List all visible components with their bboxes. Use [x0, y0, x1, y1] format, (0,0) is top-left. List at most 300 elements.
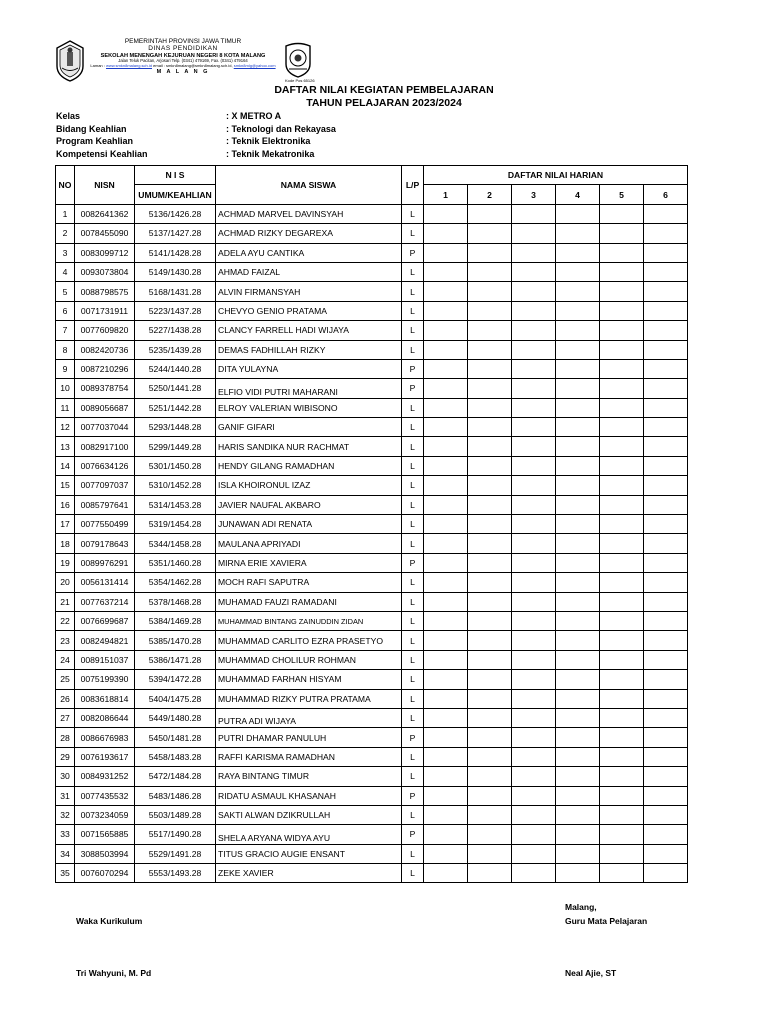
grade-cell-4[interactable] — [556, 573, 600, 592]
grade-cell-4[interactable] — [556, 864, 600, 883]
grade-cell-4[interactable] — [556, 204, 600, 223]
grade-cell-4[interactable] — [556, 340, 600, 359]
grade-cell-4[interactable] — [556, 243, 600, 262]
row-no: 30 — [56, 767, 75, 786]
grade-cell-5[interactable] — [600, 728, 644, 747]
grade-cell-4[interactable] — [556, 728, 600, 747]
row-gender: L — [402, 864, 424, 883]
table-row — [56, 670, 688, 689]
table-row — [56, 708, 688, 727]
grade-cell-6[interactable] — [644, 321, 688, 340]
grade-cell-2[interactable] — [468, 786, 512, 805]
grade-cell-2[interactable] — [468, 747, 512, 766]
row-nisn: 0071565885 — [75, 825, 135, 844]
grade-cell-4[interactable] — [556, 301, 600, 320]
grade-cell-4[interactable] — [556, 650, 600, 669]
grade-cell-1[interactable] — [424, 398, 468, 417]
header-lp: L/P — [402, 166, 424, 205]
row-student-name: RAYA BINTANG TIMUR — [216, 767, 402, 786]
grade-cell-5[interactable] — [600, 476, 644, 495]
grade-cell-6[interactable] — [644, 592, 688, 611]
grade-cell-2[interactable] — [468, 379, 512, 398]
info-value: : Teknologi dan Rekayasa — [226, 123, 336, 134]
grade-cell-6[interactable] — [644, 631, 688, 650]
row-nis: 5293/1448.28 — [135, 418, 216, 437]
row-nisn: 0082420736 — [75, 340, 135, 359]
grade-cell-1[interactable] — [424, 786, 468, 805]
grade-cell-3[interactable] — [512, 844, 556, 863]
grade-cell-6[interactable] — [644, 224, 688, 243]
grade-cell-3[interactable] — [512, 670, 556, 689]
grade-cell-2[interactable] — [468, 243, 512, 262]
grade-cell-2[interactable] — [468, 515, 512, 534]
grade-cell-5[interactable] — [600, 611, 644, 630]
row-student-name: PUTRA ADI WIJAYA — [216, 708, 402, 727]
grade-cell-4[interactable] — [556, 456, 600, 475]
grade-cell-6[interactable] — [644, 204, 688, 223]
row-nisn: 0085797641 — [75, 495, 135, 514]
row-nisn: 0077609820 — [75, 321, 135, 340]
header-daily-1: 1 — [424, 185, 468, 204]
row-no: 12 — [56, 418, 75, 437]
grade-cell-4[interactable] — [556, 321, 600, 340]
grade-cell-3[interactable] — [512, 728, 556, 747]
document-subtitle: TAHUN PELAJARAN 2023/2024 — [306, 97, 462, 109]
grade-cell-6[interactable] — [644, 708, 688, 727]
grade-cell-2[interactable] — [468, 224, 512, 243]
grade-cell-6[interactable] — [644, 670, 688, 689]
grade-cell-1[interactable] — [424, 825, 468, 844]
table-row — [56, 398, 688, 417]
grade-cell-6[interactable] — [644, 728, 688, 747]
table-row — [56, 418, 688, 437]
grade-cell-2[interactable] — [468, 301, 512, 320]
grade-cell-2[interactable] — [468, 670, 512, 689]
grade-cell-2[interactable] — [468, 359, 512, 378]
grade-cell-5[interactable] — [600, 534, 644, 553]
grade-cell-6[interactable] — [644, 340, 688, 359]
grade-cell-4[interactable] — [556, 282, 600, 301]
grade-cell-1[interactable] — [424, 631, 468, 650]
grade-cell-6[interactable] — [644, 282, 688, 301]
grade-cell-4[interactable] — [556, 844, 600, 863]
header-name: NAMA SISWA — [216, 166, 402, 205]
row-nis: 5386/1471.28 — [135, 650, 216, 669]
row-nis: 5529/1491.28 — [135, 844, 216, 863]
grade-cell-6[interactable] — [644, 553, 688, 572]
letterhead-government: PEMERINTAH PROVINSI JAWA TIMUR — [124, 38, 242, 45]
grade-cell-5[interactable] — [600, 379, 644, 398]
grade-cell-1[interactable] — [424, 534, 468, 553]
grade-cell-1[interactable] — [424, 650, 468, 669]
grade-cell-6[interactable] — [644, 418, 688, 437]
grade-cell-5[interactable] — [600, 262, 644, 281]
grade-cell-4[interactable] — [556, 534, 600, 553]
table-row — [56, 650, 688, 669]
grade-cell-1[interactable] — [424, 805, 468, 824]
row-gender: L — [402, 495, 424, 514]
grade-cell-3[interactable] — [512, 321, 556, 340]
row-no: 33 — [56, 825, 75, 844]
row-student-name: ACHMAD RIZKY DEGAREXA — [216, 224, 402, 243]
grade-cell-2[interactable] — [468, 553, 512, 572]
grade-cell-3[interactable] — [512, 767, 556, 786]
letterhead — [88, 38, 278, 75]
grade-cell-2[interactable] — [468, 573, 512, 592]
grade-cell-6[interactable] — [644, 243, 688, 262]
grade-cell-5[interactable] — [600, 204, 644, 223]
row-gender: P — [402, 786, 424, 805]
grade-cell-4[interactable] — [556, 611, 600, 630]
header-daily-5: 5 — [600, 185, 644, 204]
website-link[interactable]: www.smkn8malang.sch.id — [105, 63, 153, 69]
info-label: Kompetensi Keahlian — [56, 148, 148, 159]
grade-cell-5[interactable] — [600, 708, 644, 727]
grade-cell-4[interactable] — [556, 224, 600, 243]
grade-cell-5[interactable] — [600, 321, 644, 340]
grade-cell-4[interactable] — [556, 553, 600, 572]
grade-cell-4[interactable] — [556, 670, 600, 689]
grade-cell-1[interactable] — [424, 553, 468, 572]
grade-cell-3[interactable] — [512, 864, 556, 883]
row-student-name: CLANCY FARRELL HADI WIJAYA — [216, 321, 402, 340]
grade-cell-3[interactable] — [512, 825, 556, 844]
grade-cell-5[interactable] — [600, 767, 644, 786]
grade-cell-2[interactable] — [468, 418, 512, 437]
grade-cell-6[interactable] — [644, 825, 688, 844]
web-label: Laman : — [90, 63, 105, 69]
row-no: 31 — [56, 786, 75, 805]
grade-cell-5[interactable] — [600, 515, 644, 534]
row-nisn: 0071731911 — [75, 301, 135, 320]
signature-right-name: Neal Ajie, ST — [565, 968, 617, 978]
grade-cell-1[interactable] — [424, 301, 468, 320]
grade-cell-1[interactable] — [424, 379, 468, 398]
grade-cell-2[interactable] — [468, 728, 512, 747]
province-emblem-icon — [55, 40, 85, 82]
grade-cell-1[interactable] — [424, 456, 468, 475]
grade-cell-6[interactable] — [644, 767, 688, 786]
grade-cell-3[interactable] — [512, 534, 556, 553]
grade-cell-2[interactable] — [468, 495, 512, 514]
grade-cell-2[interactable] — [468, 650, 512, 669]
grade-cell-3[interactable] — [512, 340, 556, 359]
grade-cell-3[interactable] — [512, 631, 556, 650]
row-gender: P — [402, 553, 424, 572]
row-no: 27 — [56, 708, 75, 727]
grade-cell-1[interactable] — [424, 495, 468, 514]
row-nis: 5310/1452.28 — [135, 476, 216, 495]
grade-cell-1[interactable] — [424, 515, 468, 534]
grade-cell-4[interactable] — [556, 437, 600, 456]
grade-cell-6[interactable] — [644, 456, 688, 475]
grade-cell-5[interactable] — [600, 340, 644, 359]
grade-cell-1[interactable] — [424, 611, 468, 630]
row-gender: L — [402, 515, 424, 534]
grade-cell-5[interactable] — [600, 786, 644, 805]
grade-cell-1[interactable] — [424, 321, 468, 340]
row-student-name: ZEKE XAVIER — [216, 864, 402, 883]
row-gender: L — [402, 301, 424, 320]
grade-cell-1[interactable] — [424, 728, 468, 747]
grade-cell-3[interactable] — [512, 515, 556, 534]
grade-cell-3[interactable] — [512, 398, 556, 417]
grade-cell-5[interactable] — [600, 282, 644, 301]
grade-cell-2[interactable] — [468, 476, 512, 495]
grade-cell-4[interactable] — [556, 398, 600, 417]
grade-cell-1[interactable] — [424, 359, 468, 378]
grade-cell-3[interactable] — [512, 301, 556, 320]
grade-cell-4[interactable] — [556, 786, 600, 805]
grade-cell-6[interactable] — [644, 864, 688, 883]
row-gender: L — [402, 437, 424, 456]
grade-cell-6[interactable] — [644, 301, 688, 320]
grade-cell-4[interactable] — [556, 262, 600, 281]
grade-cell-6[interactable] — [644, 747, 688, 766]
grade-cell-6[interactable] — [644, 379, 688, 398]
grade-cell-2[interactable] — [468, 456, 512, 475]
grade-cell-3[interactable] — [512, 282, 556, 301]
row-nisn: 0077097037 — [75, 476, 135, 495]
grade-cell-4[interactable] — [556, 359, 600, 378]
grade-cell-5[interactable] — [600, 301, 644, 320]
grade-cell-1[interactable] — [424, 708, 468, 727]
grade-cell-2[interactable] — [468, 437, 512, 456]
grade-cell-3[interactable] — [512, 689, 556, 708]
grade-cell-3[interactable] — [512, 650, 556, 669]
grade-cell-5[interactable] — [600, 573, 644, 592]
row-nisn: 0082917100 — [75, 437, 135, 456]
grade-cell-5[interactable] — [600, 359, 644, 378]
grade-cell-5[interactable] — [600, 553, 644, 572]
row-gender: L — [402, 456, 424, 475]
grade-cell-3[interactable] — [512, 592, 556, 611]
grade-cell-5[interactable] — [600, 864, 644, 883]
grade-cell-6[interactable] — [644, 573, 688, 592]
grade-cell-3[interactable] — [512, 437, 556, 456]
grade-cell-5[interactable] — [600, 437, 644, 456]
grade-cell-5[interactable] — [600, 224, 644, 243]
row-gender: L — [402, 573, 424, 592]
grade-cell-4[interactable] — [556, 767, 600, 786]
grade-cell-4[interactable] — [556, 515, 600, 534]
row-nis: 5378/1468.28 — [135, 592, 216, 611]
row-gender: L — [402, 631, 424, 650]
grade-cell-2[interactable] — [468, 398, 512, 417]
grade-cell-3[interactable] — [512, 747, 556, 766]
grade-cell-4[interactable] — [556, 708, 600, 727]
table-row — [56, 534, 688, 553]
grade-cell-4[interactable] — [556, 379, 600, 398]
grade-cell-2[interactable] — [468, 708, 512, 727]
grade-cell-3[interactable] — [512, 262, 556, 281]
row-student-name: ALVIN FIRMANSYAH — [216, 282, 402, 301]
grade-cell-1[interactable] — [424, 437, 468, 456]
grade-cell-6[interactable] — [644, 786, 688, 805]
grade-cell-4[interactable] — [556, 592, 600, 611]
row-gender: P — [402, 825, 424, 844]
info-label: Kelas — [56, 111, 81, 121]
grade-cell-3[interactable] — [512, 456, 556, 475]
grade-cell-5[interactable] — [600, 592, 644, 611]
grade-cell-6[interactable] — [644, 437, 688, 456]
grade-cell-2[interactable] — [468, 844, 512, 863]
grade-cell-6[interactable] — [644, 844, 688, 863]
grade-cell-4[interactable] — [556, 418, 600, 437]
grade-cell-5[interactable] — [600, 495, 644, 514]
grade-cell-3[interactable] — [512, 573, 556, 592]
row-no: 5 — [56, 282, 75, 301]
grade-cell-1[interactable] — [424, 670, 468, 689]
row-no: 3 — [56, 243, 75, 262]
grade-cell-6[interactable] — [644, 262, 688, 281]
grade-cell-3[interactable] — [512, 204, 556, 223]
grade-cell-6[interactable] — [644, 534, 688, 553]
table-row — [56, 592, 688, 611]
grade-cell-5[interactable] — [600, 418, 644, 437]
grade-cell-2[interactable] — [468, 534, 512, 553]
row-nisn: 0089056687 — [75, 398, 135, 417]
table-row — [56, 476, 688, 495]
grade-cell-2[interactable] — [468, 689, 512, 708]
letterhead-school: SEKOLAH MENENGAH KEJURUAN NEGERI 8 KOTA MALANG — [100, 52, 266, 59]
grade-cell-2[interactable] — [468, 825, 512, 844]
grade-cell-3[interactable] — [512, 243, 556, 262]
grade-cell-6[interactable] — [644, 495, 688, 514]
table-row — [56, 805, 688, 824]
row-nis: 5394/1472.28 — [135, 670, 216, 689]
grade-cell-3[interactable] — [512, 786, 556, 805]
grade-cell-6[interactable] — [644, 689, 688, 708]
row-gender: L — [402, 592, 424, 611]
row-no: 17 — [56, 515, 75, 534]
letterhead-city: M A L A N G — [156, 68, 210, 75]
grade-cell-6[interactable] — [644, 359, 688, 378]
grade-cell-5[interactable] — [600, 243, 644, 262]
grade-cell-3[interactable] — [512, 418, 556, 437]
grade-cell-6[interactable] — [644, 805, 688, 824]
grade-cell-6[interactable] — [644, 476, 688, 495]
row-student-name: MUHAMMAD BINTANG ZAINUDDIN ZIDAN — [216, 611, 402, 630]
row-nis: 5227/1438.28 — [135, 321, 216, 340]
grade-cell-6[interactable] — [644, 515, 688, 534]
row-student-name: JAVIER NAUFAL AKBARO — [216, 495, 402, 514]
grade-cell-3[interactable] — [512, 495, 556, 514]
grade-cell-1[interactable] — [424, 418, 468, 437]
grade-cell-3[interactable] — [512, 379, 556, 398]
grade-cell-1[interactable] — [424, 243, 468, 262]
grade-cell-3[interactable] — [512, 553, 556, 572]
grade-cell-4[interactable] — [556, 689, 600, 708]
grade-cell-3[interactable] — [512, 359, 556, 378]
grade-cell-1[interactable] — [424, 282, 468, 301]
grade-cell-5[interactable] — [600, 689, 644, 708]
grade-cell-2[interactable] — [468, 262, 512, 281]
row-gender: L — [402, 262, 424, 281]
table-row — [56, 204, 688, 223]
grade-cell-4[interactable] — [556, 631, 600, 650]
table-row — [56, 611, 688, 630]
grade-cell-3[interactable] — [512, 224, 556, 243]
grade-cell-1[interactable] — [424, 476, 468, 495]
grade-cell-3[interactable] — [512, 476, 556, 495]
grade-cell-4[interactable] — [556, 747, 600, 766]
row-student-name: MUHAMMAD FARHAN HISYAM — [216, 670, 402, 689]
row-no: 8 — [56, 340, 75, 359]
grade-cell-5[interactable] — [600, 844, 644, 863]
grade-cell-5[interactable] — [600, 747, 644, 766]
grade-cell-5[interactable] — [600, 456, 644, 475]
row-nis: 5141/1428.28 — [135, 243, 216, 262]
row-nisn: 0077637214 — [75, 592, 135, 611]
grade-cell-1[interactable] — [424, 747, 468, 766]
grade-cell-6[interactable] — [644, 398, 688, 417]
row-nisn: 0076699687 — [75, 611, 135, 630]
row-gender: L — [402, 689, 424, 708]
row-nis: 5458/1483.28 — [135, 747, 216, 766]
grades-table-body — [56, 204, 688, 883]
row-gender: L — [402, 224, 424, 243]
grade-cell-2[interactable] — [468, 282, 512, 301]
grade-cell-1[interactable] — [424, 204, 468, 223]
grade-cell-6[interactable] — [644, 650, 688, 669]
grade-cell-5[interactable] — [600, 650, 644, 669]
grade-cell-1[interactable] — [424, 340, 468, 359]
email-link[interactable]: smkn8mlg@yahoo.com — [233, 63, 276, 69]
grade-cell-1[interactable] — [424, 592, 468, 611]
grade-cell-1[interactable] — [424, 844, 468, 863]
grade-cell-2[interactable] — [468, 204, 512, 223]
grade-cell-5[interactable] — [600, 398, 644, 417]
grade-cell-2[interactable] — [468, 631, 512, 650]
grade-cell-5[interactable] — [600, 670, 644, 689]
grade-cell-2[interactable] — [468, 805, 512, 824]
table-row — [56, 515, 688, 534]
grade-cell-5[interactable] — [600, 631, 644, 650]
grade-cell-4[interactable] — [556, 476, 600, 495]
grade-cell-1[interactable] — [424, 767, 468, 786]
row-no: 25 — [56, 670, 75, 689]
grade-cell-2[interactable] — [468, 864, 512, 883]
info-value: : Teknik Elektronika — [226, 136, 311, 146]
row-student-name: MIRNA ERIE XAVIERA — [216, 553, 402, 572]
grade-cell-1[interactable] — [424, 262, 468, 281]
row-no: 15 — [56, 476, 75, 495]
grade-cell-6[interactable] — [644, 611, 688, 630]
row-nis: 5384/1469.28 — [135, 611, 216, 630]
grade-cell-4[interactable] — [556, 805, 600, 824]
grade-cell-3[interactable] — [512, 805, 556, 824]
grade-cell-3[interactable] — [512, 708, 556, 727]
grade-cell-4[interactable] — [556, 825, 600, 844]
grade-cell-2[interactable] — [468, 767, 512, 786]
row-student-name: ELROY VALERIAN WIBISONO — [216, 398, 402, 417]
grade-cell-3[interactable] — [512, 611, 556, 630]
grade-cell-5[interactable] — [600, 825, 644, 844]
row-nis: 5385/1470.28 — [135, 631, 216, 650]
grade-cell-2[interactable] — [468, 611, 512, 630]
grade-cell-1[interactable] — [424, 224, 468, 243]
grade-cell-2[interactable] — [468, 592, 512, 611]
grade-cell-1[interactable] — [424, 573, 468, 592]
grade-cell-4[interactable] — [556, 495, 600, 514]
row-no: 6 — [56, 301, 75, 320]
grade-cell-2[interactable] — [468, 321, 512, 340]
grade-cell-1[interactable] — [424, 689, 468, 708]
grade-cell-1[interactable] — [424, 864, 468, 883]
grade-cell-5[interactable] — [600, 805, 644, 824]
grade-cell-2[interactable] — [468, 340, 512, 359]
